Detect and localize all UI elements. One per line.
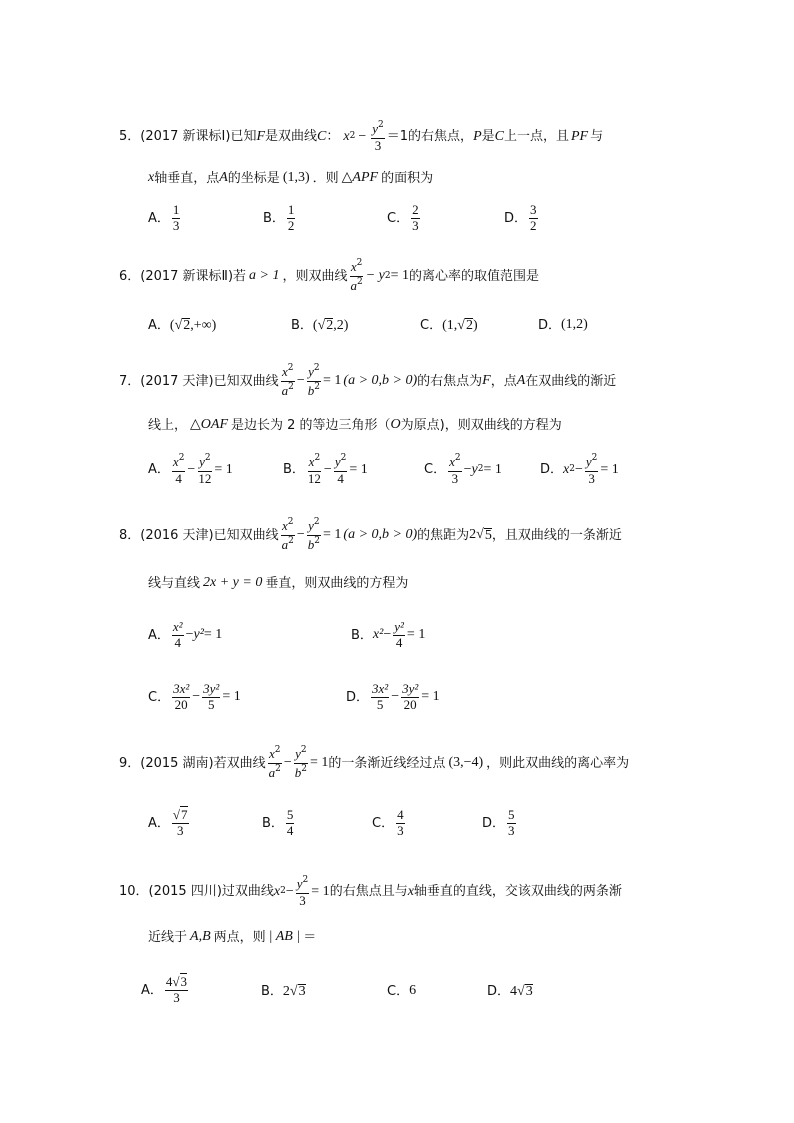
q8-option-d[interactable]: D． $\frac{\text{3x²}}{5}$ − $\frac{\text{3y²}}{20}$ = 1 (346, 681, 440, 712)
q5-stem-line2: x 轴垂直，点 A 的坐标是 (1,3) ．则 △APF 的面积为 (148, 170, 434, 186)
q7-option-c[interactable]: C． $\frac{x^2}{3}$ − y 2 = 1 (424, 453, 502, 486)
q7-option-d[interactable]: D． x 2 − $\frac{y^2}{3}$ = 1 (540, 453, 619, 486)
q8-option-c[interactable]: C． $\frac{\text{3x²}}{20}$ − $\frac{\text{3y²}}{5}$ = 1 (148, 681, 241, 712)
q9-option-a[interactable]: A． $\frac{√7}{3}$ (148, 807, 188, 838)
q10-option-a[interactable]: A． $\frac{4√3}{3}$ (141, 974, 188, 1005)
q8-stem-line2: 线与直线 2x + y = 0 垂直，则双曲线的方程为 (148, 575, 409, 591)
q9-stem: 9．(2015 湖南)若双曲线 $\frac{x^2}{a^2}$ − $\frac{y^2}{b^2}$ = 1 的一条渐近线经过点 (3,−4) ，则此双曲线的离心率为 (119, 745, 630, 780)
q8-option-a[interactable]: A． $\frac{\text{x²}}{4}$ − y² = 1 (148, 619, 223, 650)
q6-option-d[interactable]: D． (1,2) (538, 317, 588, 333)
q6-stem: 6．(2017 新课标Ⅱ)若 a > 1 ，则双曲线 $\frac{x^2}{a^2}$ − y 2 = 1 的离心率的取值范围是 (119, 258, 540, 293)
q9-option-c[interactable]: C． $\frac{4}{3}$ (372, 807, 404, 838)
q6-option-c[interactable]: C． (1, √ 2 ) (420, 317, 478, 333)
q7-stem-line2: 线上， △OAF 是边长为 2 的等边三角形（ O 为原点)，则双曲线的方程为 (148, 417, 562, 433)
q9-option-d[interactable]: D． $\frac{5}{3}$ (482, 807, 515, 838)
q6-fraction: $\frac{x^2}{a^2}$ (350, 258, 363, 293)
q7-stem-line1: 7．(2017 天津)已知双曲线 $\frac{x^2}{a^2}$ − $\frac{y^2}{b^2}$ = 1 (a > 0,b > 0) 的右焦点为 F ，点 A 在双曲线的渐近 (119, 363, 617, 398)
q5-option-a[interactable]: A． $\frac{1}{3}$ (148, 202, 180, 233)
q5-fraction: $\frac{y^2}{3}$ (372, 120, 384, 153)
q10-stem-line2: 近线于 A,B 两点，则 | AB | ＝ (148, 929, 317, 945)
q9-option-b[interactable]: B． $\frac{5}{4}$ (262, 807, 294, 838)
q8-stem-line1: 8．(2016 天津)已知双曲线 $\frac{x^2}{a^2}$ − $\frac{y^2}{b^2}$ = 1 (a > 0,b > 0) 的焦距为 2 √ 5 ，且双曲线的一条渐近 (119, 517, 622, 552)
q10-stem-line1: 10．(2015 四川)过双曲线 x 2 − $\frac{y^2}{3}$ = 1 的右焦点且与 x 轴垂直的直线，交该双曲线的两条渐 (119, 875, 622, 908)
q6-option-b[interactable]: B． ( √ 2 ,2) (291, 317, 349, 333)
q7-option-b[interactable]: B． $\frac{x^2}{12}$ − $\frac{y^2}{4}$ = 1 (283, 453, 368, 486)
q10-option-d[interactable]: D． 4 √ 3 (487, 983, 533, 999)
q6-option-a[interactable]: A． ( √ 2 ,+∞) (148, 317, 217, 333)
q5-option-d[interactable]: D． $\frac{3}{2}$ (504, 202, 537, 233)
q10-option-b[interactable]: B． 2 √ 3 (261, 983, 306, 999)
q8-option-b[interactable]: B． x² − $\frac{\text{y²}}{4}$ = 1 (351, 619, 426, 650)
q5-stem-line1: 5．(2017 新课标Ⅰ)已知 F 是双曲线 C ： x 2 − $\frac{y^2}{3}$ ＝1的右焦点， P 是 C 上一点，且 PF 与 (119, 120, 604, 153)
q10-option-c[interactable]: C． 6 (387, 983, 417, 999)
q7-option-a[interactable]: A． $\frac{x^2}{4}$ − $\frac{y^2}{12}$ = 1 (148, 453, 233, 486)
q5-option-b[interactable]: B． $\frac{1}{2}$ (263, 202, 295, 233)
q5-option-c[interactable]: C． $\frac{2}{3}$ (387, 202, 419, 233)
